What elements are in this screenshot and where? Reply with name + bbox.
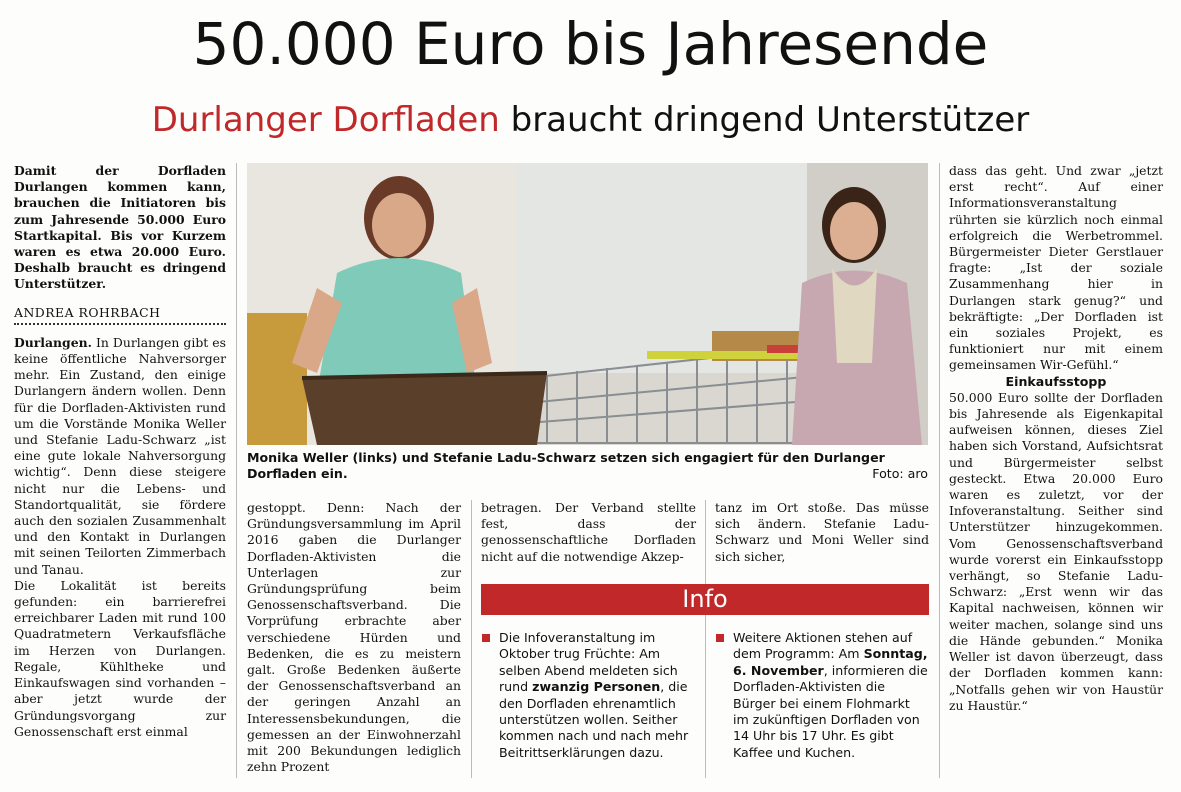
column-4 (715, 500, 929, 565)
photo-caption (247, 450, 928, 482)
subheadline-rest: braucht dringend Unterstützer (499, 100, 1030, 140)
caption-text: Monika Weller (links) und Stefanie Ladu-Schwarz setzen sich engagiert für den Durlanger Dorfladen ein. (247, 450, 885, 481)
info-bold-text: Sonntag, 6. November (733, 646, 928, 678)
column-1 (14, 163, 226, 740)
photo-credit: Foto: aro (872, 466, 928, 481)
section-subheading: Einkaufsstopp (1005, 373, 1107, 389)
column-5 (949, 163, 1163, 714)
byline: ANDREA ROHRBACH (14, 305, 226, 325)
photo-illustration (247, 163, 928, 445)
info-text: , informieren die Dorfladen-Aktivisten die Bürger bei einem Flohmarkt im zukünftigen Dorfladen von 14 Uhr bis 17 Uhr. Es gibt Kaffee und Kuchen. (733, 662, 928, 760)
subheadline-red: Durlanger Dorfladen (151, 100, 500, 140)
lead-paragraph: Damit der Dorfladen Durlangen kommen kann, brauchen die Initiatoren bis zum Jahresende 50.000 Euro Startkapital. Bis vor Kurzem waren es etwa 20.000 Euro. Deshalb braucht es dringend Unterstützer. (14, 163, 226, 292)
column-3 (481, 500, 696, 565)
headline: 50.000 Euro bis Jahresende (192, 10, 989, 78)
column-divider (236, 163, 237, 778)
column-2 (247, 500, 461, 775)
bullet-square-icon (716, 634, 724, 642)
info-text: Die Infoveranstaltung im Oktober trug Früchte: Am selben Abend meldeten sich rund (499, 630, 678, 695)
paragraph: tanz im Ort stoße. Das müsse sich ändern. Stefanie Ladu-Schwarz und Moni Weller sind sich sicher, (715, 500, 929, 564)
paragraph: betragen. Der Verband stellte fest, dass der genossenschaftliche Dorfladen nicht auf die notwendige Akzep- (481, 500, 696, 564)
column-divider (939, 163, 940, 778)
column-divider (471, 500, 472, 778)
info-text: Weitere Aktionen stehen auf dem Programm: Am (733, 630, 913, 662)
paragraph: Die Lokalität ist bereits gefunden: ein barrierefrei erreichbarer Laden mit rund 100 Quadratmetern Verkaufsfläche im Herzen von Durlangen. Regale, Kühltheke und Einkaufswagen sind vorhanden – aber jetzt wurde der Gründungsvorgang zur Genossenschaft erst einmal (14, 577, 226, 739)
paragraph-text: In Durlangen gibt es keine öffentliche Nahversorger mehr. Ein Zustand, den einige Durlangern ändern wollen. Denn für die Dorfladen-Aktivisten rund um die Vorstände Monika Weller und Stefanie Ladu-Schwarz „ist eine gute lokale Nahversorgung wichtig“. Denn diese steigere nicht nur die Lebens- und Standortqualität, sie fördere auch den sozialen Zusammenhalt und den Kontakt in Durlangen mit seinen Teilorten Zimmerbach und Tanau. (14, 334, 226, 577)
info-text: , die den Dorfladen ehrenamtlich unterstützen wollen. Seither kommen nach und nach mehr Beitrittserklärungen dazu. (499, 679, 689, 760)
paragraph: 50.000 Euro sollte der Dorfladen bis Jahresende als Eigenkapital aufweisen können, dieses Ziel haben sich Vorstand, Aufsichtsrat und Bürgermeister selbst gesteckt. Etwa 20.000 Euro waren es zuletzt, vor der Infoveranstaltung. Seither sind Unterstützer hinzugekommen. Vom Genossenschaftsverband wurde vorerst ein Einkaufsstopp verhängt, so Stefanie Ladu-Schwarz: „Erst wenn wir das Kapital nachweisen, können wir weiter machen, solange sind uns die Hände gebunden.“ Monika Weller ist davon überzeugt, dass der Dorfladen kommen kann: „Notfalls gehen wir von Haustür zu Haustür.“ (949, 389, 1163, 713)
column-divider (705, 500, 706, 778)
paragraph: dass das geht. Und zwar „jetzt erst recht“. Auf einer Informationsveranstaltung rührten sie kürzlich noch einmal erfolgreich die Werbetrommel. Bürgermeister Dieter Gerstlauer fragte: „Ist der soziale Zusammenhang hier in Durlangen stark genug?“ und bekräftigte: „Der Dorfladen ist ein soziales Projekt, es funktioniert nur mit einem gemeinsamen Wir-Gefühl.“ (949, 163, 1163, 373)
info-box-header: Info (481, 584, 929, 615)
subheadline (0, 100, 1181, 140)
paragraph: gestoppt. Denn: Nach der Gründungsversammlung im April 2016 gaben die Durlanger Dorfladen-Aktivisten die Unterlagen zur Gründungsprüfung beim Genossenschaftsverband. Die Vorprüfung erbrachte aber verschiedene Hürden und Bedenken, die es zu meistern galt. Große Bedenken äußerte der Genossenschaftsverband an der geringen Anzahl an Interessensbekundungen, die gemessen an der Einwohnerzahl mit 200 Bekundungen lediglich zehn Prozent (247, 500, 461, 775)
bullet-square-icon (482, 634, 490, 642)
info-bold-text: zwanzig Personen (532, 679, 661, 695)
paragraph (14, 335, 226, 578)
article-photo (247, 163, 928, 445)
info-item (733, 630, 929, 761)
dateline: Durlangen. (14, 334, 92, 350)
info-item (499, 630, 699, 761)
